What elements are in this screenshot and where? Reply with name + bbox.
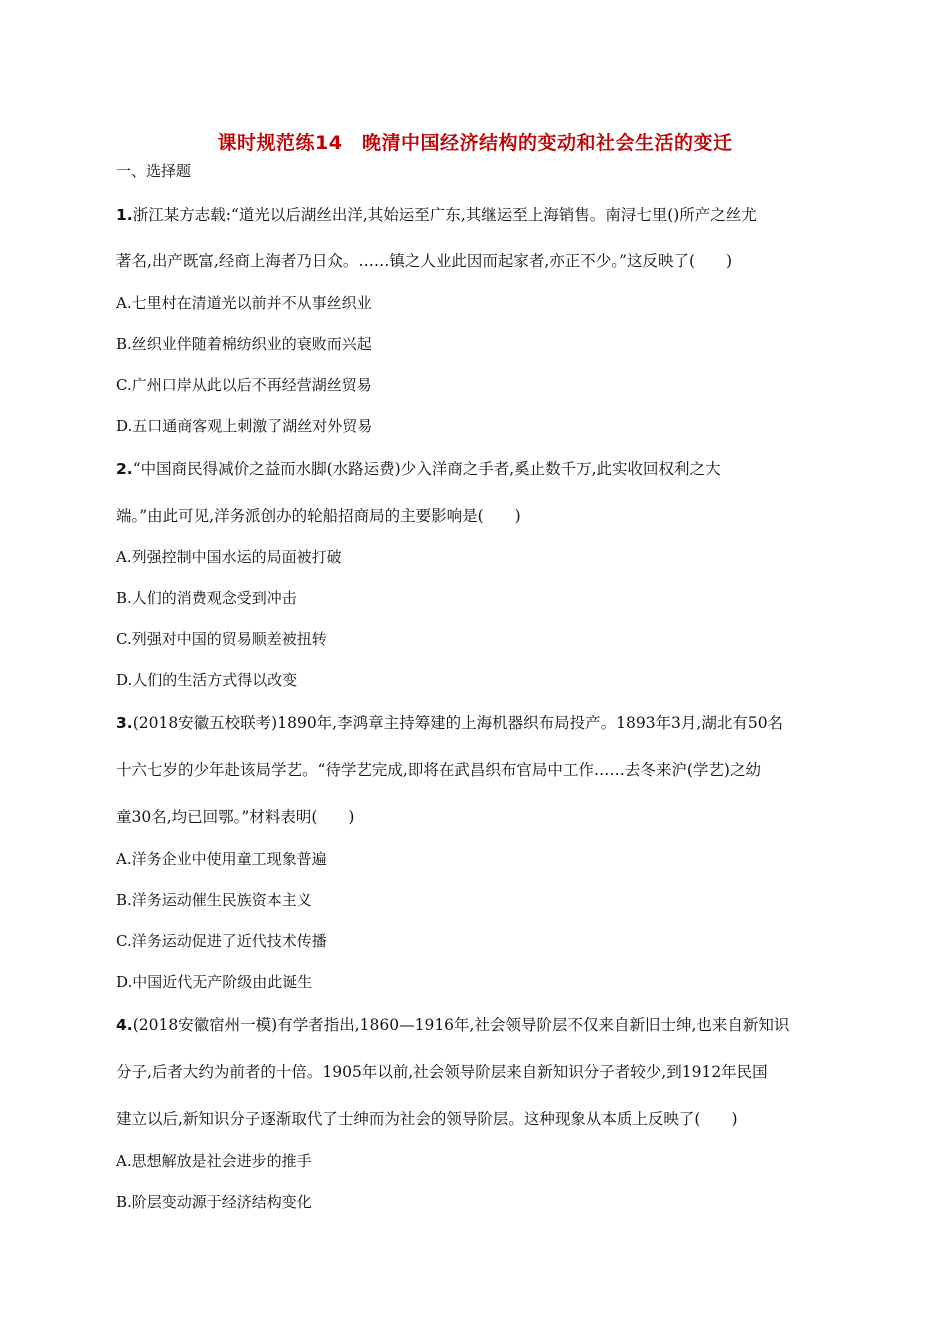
question-number: 4. [116, 1016, 133, 1034]
question-4-stem-line-2: 分子,后者大约为前者的十倍。1905年以前,社会领导阶层来自新知识分子者较少,到1912年民国 [116, 1063, 768, 1081]
question-2-option-a: A.列强控制中国水运的局面被打破 [116, 548, 342, 566]
question-2-stem-line-1: 2.“中国商民得减价之益而水脚(水路运费)少入洋商之手者,奚止数千万,此实收回权利之大 [116, 460, 721, 478]
question-1-option-d: D.五口通商客观上刺激了湖丝对外贸易 [116, 417, 373, 435]
question-3-option-d: D.中国近代无产阶级由此诞生 [116, 973, 313, 991]
question-1-stem-line-2: 著名,出产既富,经商上海者乃日众。……镇之人业此因而起家者,亦正不少。”这反映了( ) [116, 252, 733, 270]
question-3-stem-line-3: 童30名,均已回鄂。”材料表明( ) [116, 808, 355, 826]
question-3-option-a: A.洋务企业中使用童工现象普遍 [116, 850, 327, 868]
question-4-option-a: A.思想解放是社会进步的推手 [116, 1152, 312, 1170]
question-1-stem-line-1: 1.浙江某方志载:“道光以后湖丝出洋,其始运至广东,其继运至上海销售。南浔七里()所产之丝尤 [116, 206, 757, 224]
question-4-stem-line-3: 建立以后,新知识分子逐渐取代了士绅而为社会的领导阶层。这种现象从本质上反映了( ) [116, 1110, 738, 1128]
question-2-stem-line-2: 端。”由此可见,洋务派创办的轮船招商局的主要影响是( ) [116, 507, 521, 525]
question-number: 2. [116, 460, 133, 478]
question-2-option-c: C.列强对中国的贸易顺差被扭转 [116, 630, 327, 648]
question-number: 3. [116, 714, 133, 732]
question-3-option-b: B.洋务运动催生民族资本主义 [116, 891, 312, 909]
question-2-option-b: B.人们的消费观念受到冲击 [116, 589, 297, 607]
question-4-stem-line-1: 4.(2018安徽宿州一模)有学者指出,1860—1916年,社会领导阶层不仅来自新旧士绅,也来自新知识 [116, 1016, 790, 1034]
page-title: 课时规范练14 晚清中国经济结构的变动和社会生活的变迁 [217, 132, 733, 154]
question-3-stem-line-1: 3.(2018安徽五校联考)1890年,李鸿章主持筹建的上海机器织布局投产。1893年3月,湖北有50名 [116, 714, 784, 732]
question-3-option-c: C.洋务运动促进了近代技术传播 [116, 932, 327, 950]
question-4-option-b: B.阶层变动源于经济结构变化 [116, 1193, 312, 1211]
question-1-option-a: A.七里村在清道光以前并不从事丝织业 [116, 294, 372, 312]
question-number: 1. [116, 206, 133, 224]
section-heading: 一、选择题 [116, 162, 192, 180]
question-3-stem-line-2: 十六七岁的少年赴该局学艺。“待学艺完成,即将在武昌织布官局中工作……去冬来沪(学艺)之幼 [116, 761, 761, 779]
question-1-option-b: B.丝织业伴随着棉纺织业的衰败而兴起 [116, 335, 372, 353]
question-2-option-d: D.人们的生活方式得以改变 [116, 671, 298, 689]
question-1-option-c: C.广州口岸从此以后不再经营湖丝贸易 [116, 376, 372, 394]
